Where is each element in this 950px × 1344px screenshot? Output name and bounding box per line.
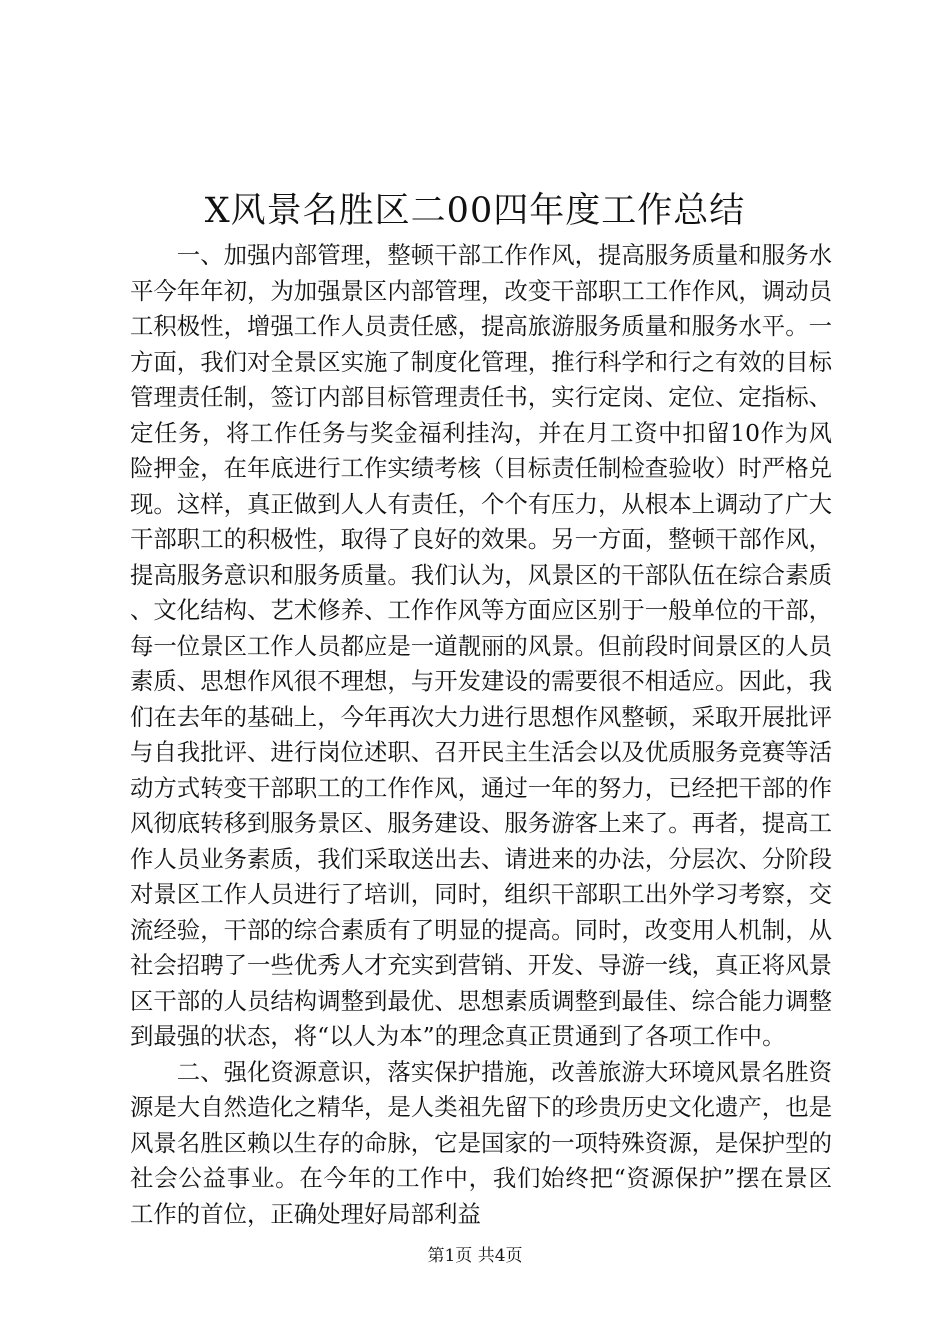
paragraph-2: 二、强化资源意识，落实保护措施，改善旅游大环境风景名胜资源是大自然造化之精华，是人类祖先留下的珍贵历史文化遗产，也是风景名胜区赖以生存的命脉，它是国家的一项特殊资源，是保护型的社会公益事业。在今年的工作中，我们始终把“资源保护”摆在景区工作的首位，正确处理好局部利益 — [130, 1057, 832, 1228]
page-footer: 第1页 共4页 — [427, 1246, 523, 1266]
document-body — [130, 238, 832, 1232]
document-title: X风景名胜区二00四年度工作总结 — [204, 191, 746, 231]
paragraph-1: 一、加强内部管理，整顿干部工作作风，提高服务质量和服务水平今年年初，为加强景区内部管理，改变干部职工工作作风，调动员工积极性，增强工作人员责任感，提高旅游服务质量和服务水平。一方面，我们对全景区实施了制度化管理，推行科学和行之有效的目标管理责任制，签订内部目标管理责任书，实行定岗、定位、定指标、定任务，将工作任务与奖金福利挂沟，并在月工资中扣留10作为风险押金，在年底进行工作实绩考核（目标责任制检查验收）时严格兑现。这样，真正做到人人有责任，个个有压力，从根本上调动了广大干部职工的积极性，取得了良好的效果。另一方面，整顿干部作风，提高服务意识和服务质量。我们认为，风景区的干部队伍在综合素质、文化结构、艺术修养、工作作风等方面应区别于一般单位的干部，每一位景区工作人员都应是一道靓丽的风景。但前段时间景区的人员素质、思想作风很不理想，与开发建设的需要很不相适应。因此，我们在去年的基础上，今年再次大力进行思想作风整顿，采取开展批评与自我批评、进行岗位述职、召开民主生活会以及优质服务竞赛等活动方式转变干部职工的工作作风，通过一年的努力，已经把干部的作风彻底转移到服务景区、服务建设、服务游客上来了。再者，提高工作人员业务素质，我们采取送出去、请进来的办法，分层次、分阶段对景区工作人员进行了培训，同时，组织干部职工出外学习考察，交流经验，干部的综合素质有了明显的提高。同时，改变用人机制，从社会招聘了一些优秀人才充实到营销、开发、导游一线，真正将风景区干部的人员结构调整到最优、思想素质调整到最佳、综合能力调整到最强的状态，将“以人为本”的理念真正贯通到了各项工作中。 — [130, 241, 832, 1050]
